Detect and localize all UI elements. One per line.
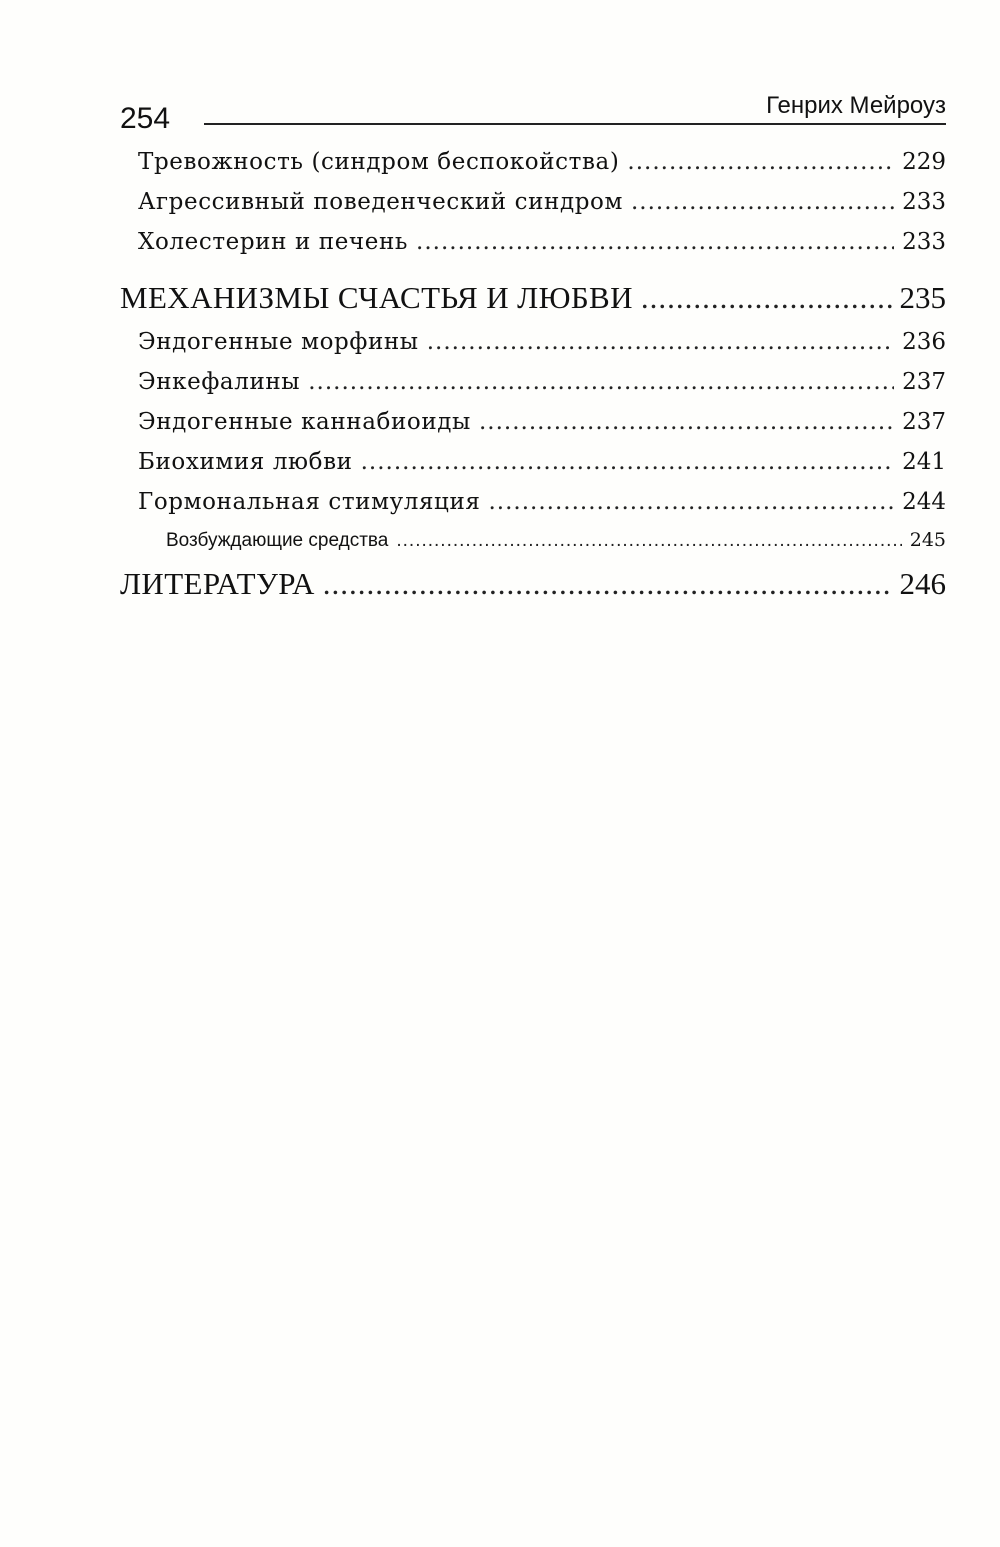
toc-entry-page: 237 (902, 409, 946, 435)
header-rule (204, 123, 946, 125)
toc-entry-title: Гормональная стимуляция (138, 489, 481, 515)
toc-entry-page: 241 (902, 449, 946, 475)
toc-chapter-page: 246 (899, 566, 946, 601)
toc-chapter-title: ЛИТЕРАТУРА (120, 566, 315, 601)
toc-entry-title: Эндогенные морфины (138, 329, 419, 355)
toc-subentry-title: Возбуждающие средства (166, 530, 389, 551)
toc-entry-page: 244 (902, 489, 946, 515)
toc-leader-dots (631, 182, 894, 222)
toc-subentry (120, 522, 946, 558)
toc-chapter-title: МЕХАНИЗМЫ СЧАСТЬЯ И ЛЮБВИ (120, 280, 633, 315)
toc-entry-title: Эндогенные каннабиоиды (138, 409, 471, 435)
toc-subentry-page: 245 (909, 529, 946, 551)
toc-entry (120, 402, 946, 442)
toc-chapter-entry (120, 274, 946, 322)
toc-chapter-entry (120, 560, 946, 608)
toc-leader-dots (361, 442, 895, 482)
toc-entry-title: Биохимия любви (138, 449, 353, 475)
toc-entry (120, 142, 946, 182)
toc-leader-dots (416, 222, 894, 262)
toc-entry-title: Энкефалины (138, 369, 301, 395)
toc-entry-page: 237 (902, 369, 946, 395)
toc-leader-dots (308, 362, 894, 402)
toc-entry-title: Тревожность (синдром беспокойства) (138, 149, 620, 175)
toc-entry (120, 442, 946, 482)
page-number: 254 (120, 102, 171, 135)
toc-entry (120, 322, 946, 362)
toc-leader-dots (323, 560, 892, 608)
toc-entry (120, 222, 946, 262)
toc-entry (120, 362, 946, 402)
toc-leader-dots (427, 322, 894, 362)
toc-leader-dots (396, 523, 901, 559)
toc-entry (120, 482, 946, 522)
toc-leader-dots (641, 274, 892, 322)
running-head (120, 92, 946, 136)
toc-leader-dots (488, 482, 894, 522)
toc-leader-dots (627, 142, 894, 182)
table-of-contents (120, 142, 946, 608)
toc-entry-page: 233 (902, 189, 946, 215)
toc-chapter-page: 235 (899, 280, 946, 315)
toc-entry-title: Агрессивный поведенческий синдром (138, 189, 623, 215)
toc-entry-page: 229 (902, 149, 946, 175)
toc-entry-page: 233 (902, 229, 946, 255)
toc-entry-title: Холестерин и печень (138, 229, 409, 255)
toc-leader-dots (479, 402, 894, 442)
toc-entry-page: 236 (902, 329, 946, 355)
toc-entry (120, 182, 946, 222)
running-head-author: Генрих Мейроуз (766, 92, 946, 119)
